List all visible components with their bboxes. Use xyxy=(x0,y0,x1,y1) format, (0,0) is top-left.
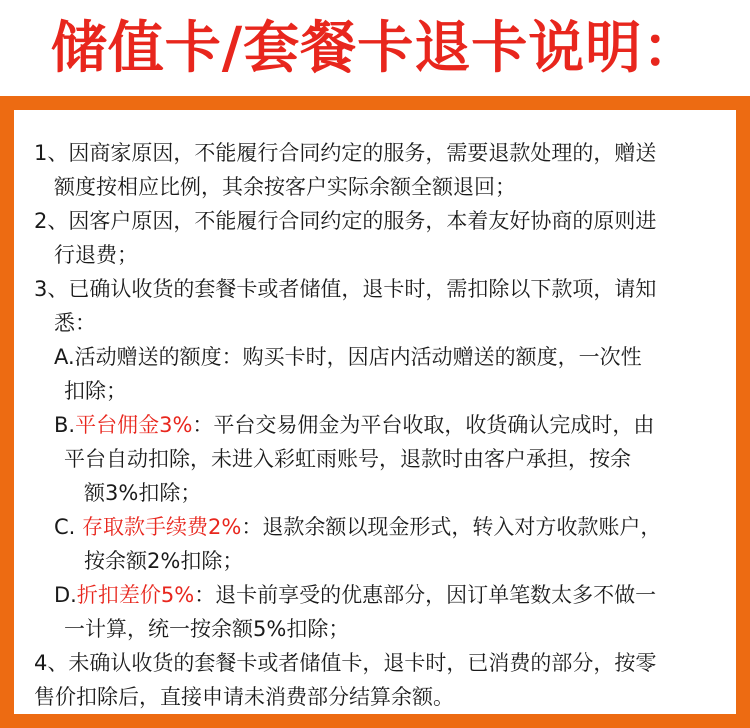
item-4-line-2: 售价扣除后，直接申请未消费部分结算余额。 xyxy=(34,685,454,709)
item-3d-line-1 xyxy=(34,578,724,612)
item-3d-line-2: 一计算，统一按余额5%扣除； xyxy=(64,617,350,641)
item-3b-text: ：平台交易佣金为平台收取，收货确认完成时，由 xyxy=(192,413,655,437)
item-3d-text: ：退卡前享受的优惠部分，因订单笔数太多不做一 xyxy=(194,583,657,607)
item-4-line-1: 4、未确认收货的套餐卡或者储值卡，退卡时，已消费的部分，按零 xyxy=(34,651,657,675)
item-3c-prefix: C. xyxy=(54,515,83,539)
item-1-line-2: 额度按相应比例，其余按客户实际余额全额退回； xyxy=(54,175,516,199)
item-3c-line-2: 按余额2%扣除； xyxy=(84,549,244,573)
orange-frame xyxy=(0,96,750,728)
item-3c-highlight: 存取款手续费2% xyxy=(82,515,242,539)
item-2-line-2: 行退费； xyxy=(54,243,138,267)
item-3b-line-1 xyxy=(34,408,724,442)
item-3a-line-2: 扣除； xyxy=(64,379,127,403)
item-3c-line-1 xyxy=(34,510,724,544)
page-title: 储值卡/套餐卡退卡说明： xyxy=(50,16,700,81)
item-3c-text: ：退款余额以现金形式，转入对方收款账户， xyxy=(241,515,662,539)
item-3b-line-2: 平台自动扣除，未进入彩虹雨账号，退款时由客户承担，按余 xyxy=(64,447,631,471)
item-3-line-1: 3、已确认收货的套餐卡或者储值，退卡时，需扣除以下款项，请知 xyxy=(34,277,657,301)
item-3b-line-3: 额3%扣除； xyxy=(84,481,202,505)
item-3-line-2: 悉： xyxy=(54,311,96,335)
item-3b-highlight: 平台佣金3% xyxy=(75,413,193,437)
item-3b-prefix: B. xyxy=(54,413,76,437)
content-panel xyxy=(14,110,736,714)
item-1-line-1: 1、因商家原因，不能履行合同约定的服务，需要退款处理的，赠送 xyxy=(34,141,657,165)
item-3d-highlight: 折扣差价5% xyxy=(76,583,195,607)
item-3d-prefix: D. xyxy=(54,583,77,607)
refund-terms xyxy=(34,136,724,714)
item-3a-line-1: A.活动赠送的额度：购买卡时，因店内活动赠送的额度，一次性 xyxy=(54,345,642,369)
item-2-line-1: 2、因客户原因，不能履行合同约定的服务，本着友好协商的原则进 xyxy=(34,209,657,233)
